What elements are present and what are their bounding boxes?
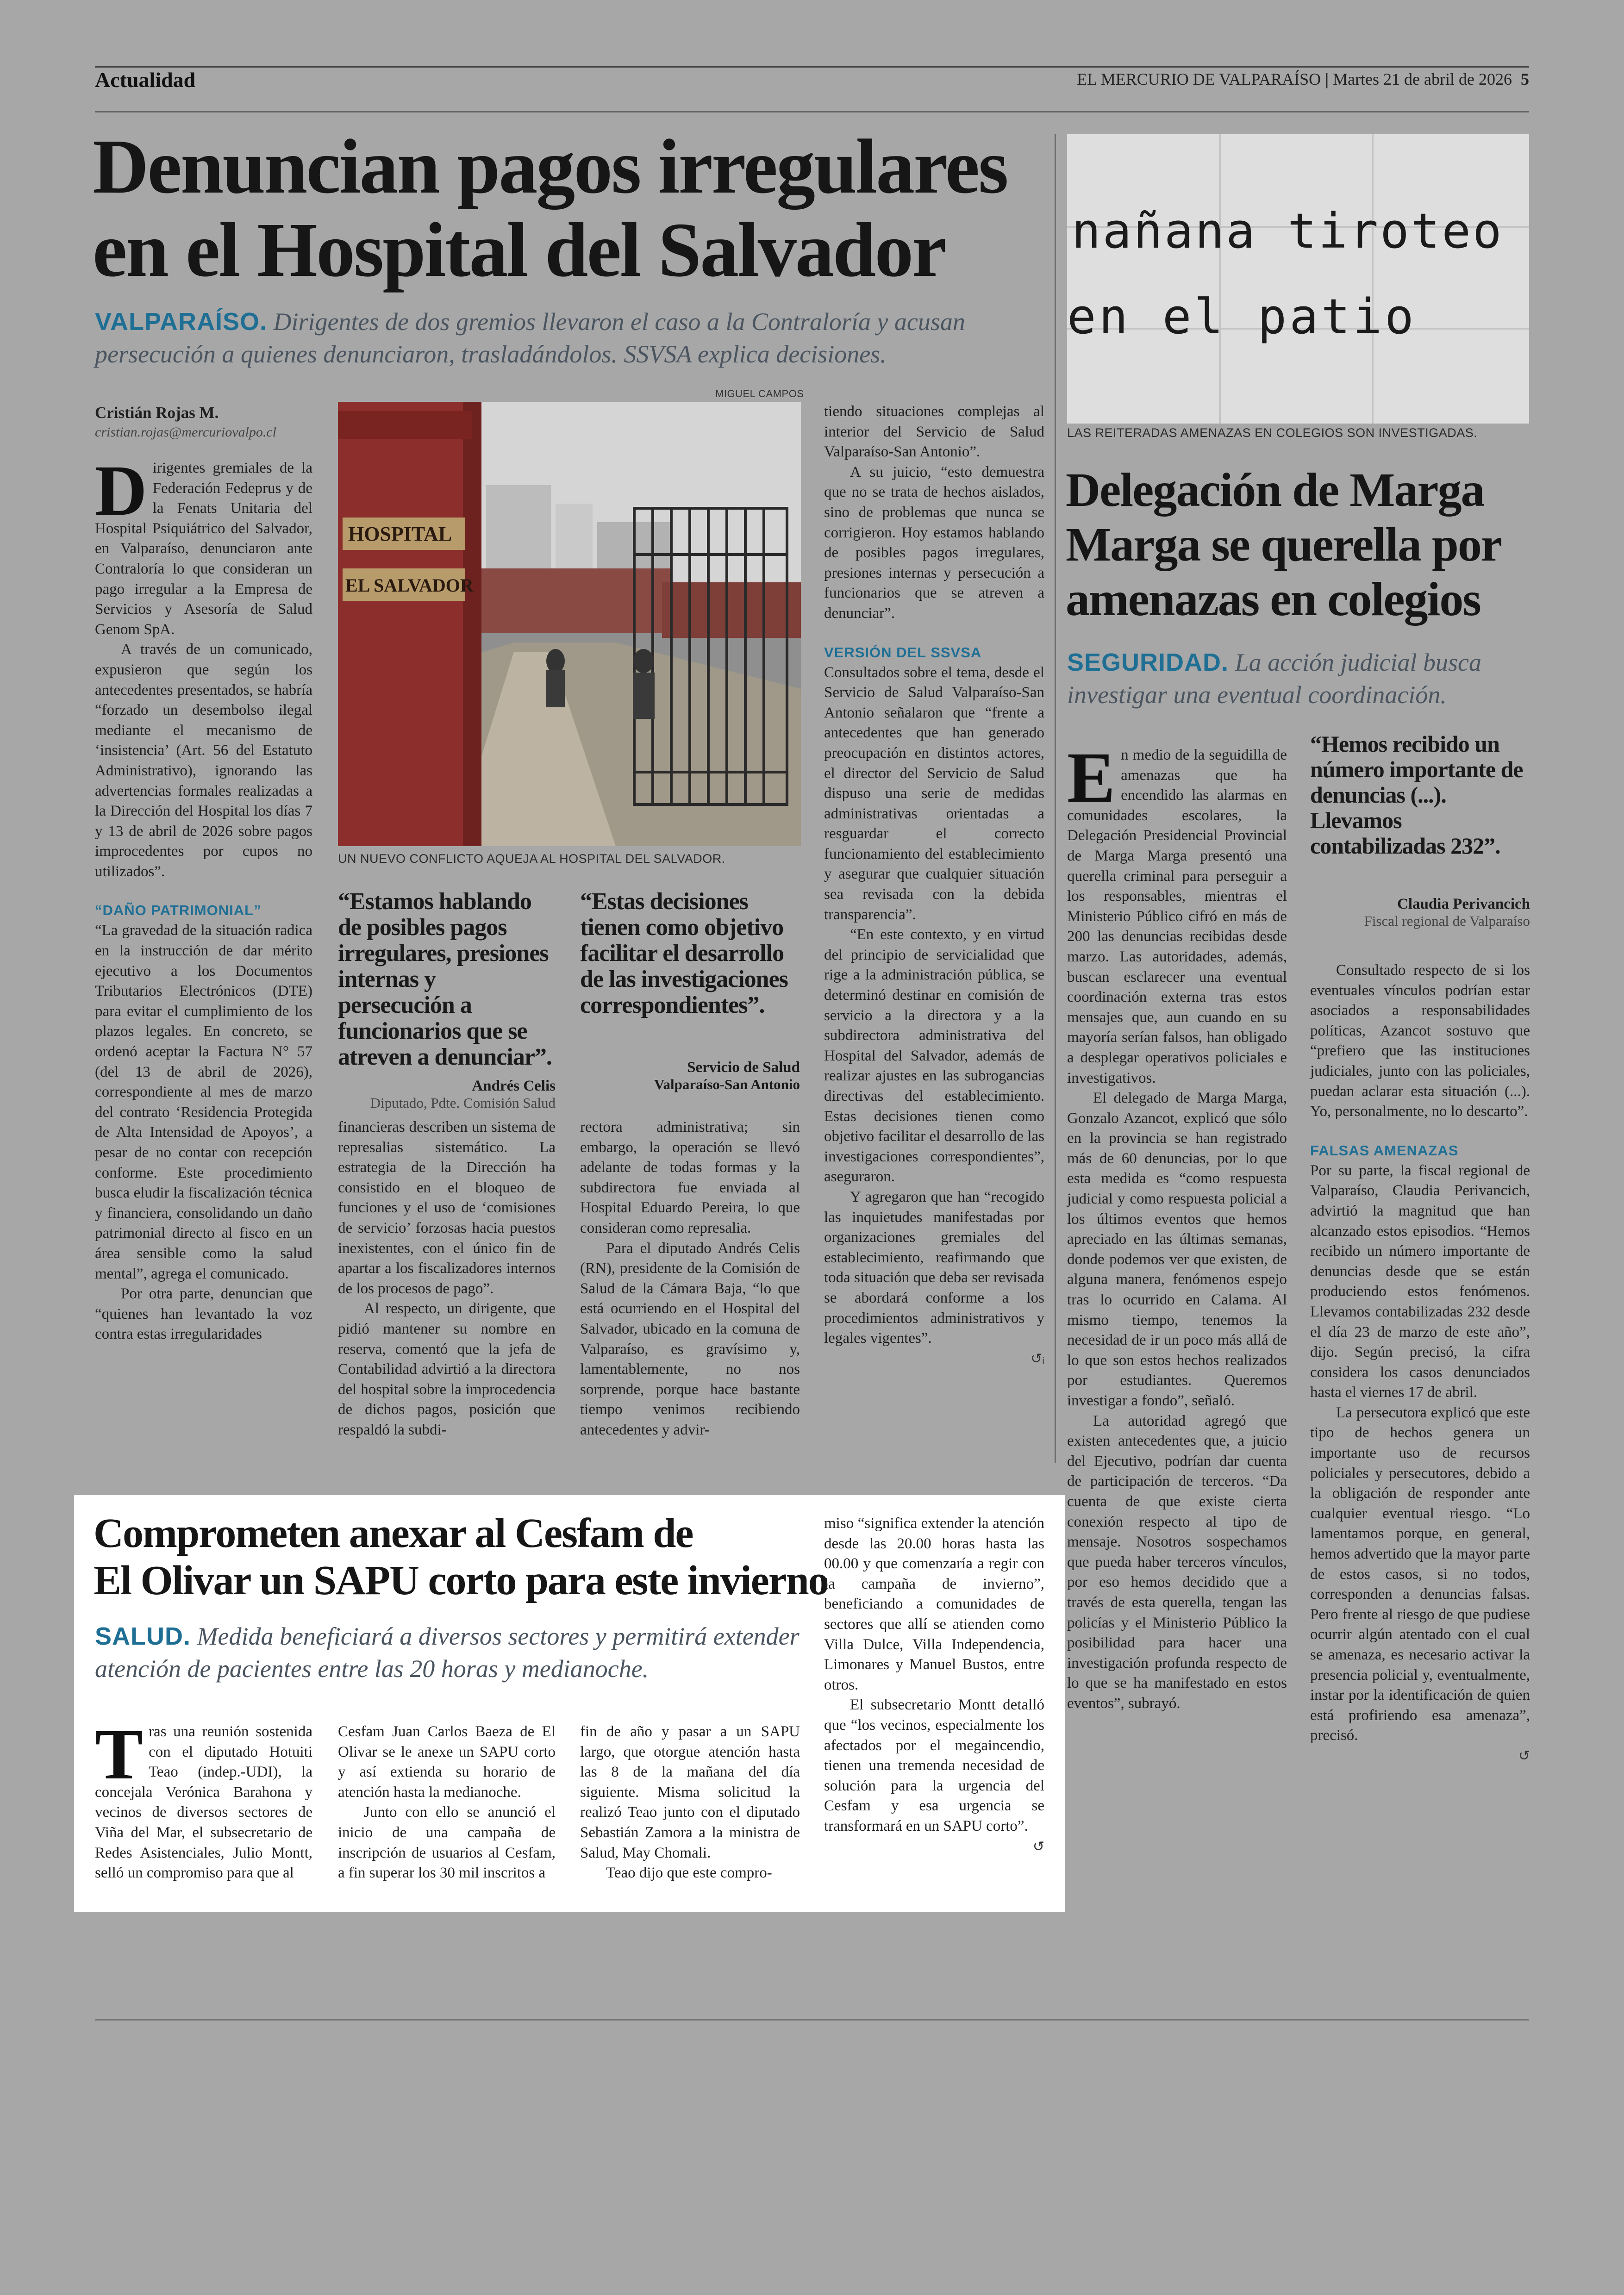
main-column-1 (95, 403, 312, 1345)
main-headline (93, 125, 1007, 292)
side-lead-tag: SEGURIDAD. (1067, 649, 1229, 676)
bottom-column-4 (824, 1514, 1044, 1857)
subhead-dano-patrimonial: “DAÑO PATRIMONIAL” (95, 902, 262, 919)
quote-text-1: “Estamos hablando de posibles pagos irregulares, presiones internas y persecución a funcionarios que se atreven a denunciar”. (338, 888, 552, 1070)
quote-text-2: “Estas decisiones tienen como objetivo facilitar el desarrollo de las investigaciones correspondientes”. (580, 888, 788, 1018)
bottom-headline (94, 1510, 828, 1604)
main-lead-tag: VALPARAÍSO. (95, 308, 268, 336)
quote-servicio-salud (580, 889, 800, 1093)
side-headline (1066, 463, 1501, 627)
end-of-article-icon: ↺ᵢ (1031, 1351, 1044, 1366)
bottom-headline-line2: El Olivar un SAPU corto para este invierno (94, 1558, 828, 1603)
quote-claudia-perivancich (1310, 731, 1530, 929)
header-bottom-rule (95, 111, 1529, 112)
side-paragraph-1: En medio de la seguidilla de amenazas que ha encendido las alarmas en comunidades escolares, la Delegación Presidencial Provincial de Marga Marga presentó una querella criminal para perseguir a los responsables, mientras el Ministerio Público cifró en más de 200 las denuncias recibidas desde marzo. Las autoridades, además, buscan esclarecer una eventual coordinación externa tras estos mensajes que, aun cuando en su mayoría serían falsos, han obligado a desplegar operativos policiales e investigativos. (1067, 737, 1287, 1086)
publication-name: EL MERCURIO DE VALPARAÍSO (1077, 70, 1321, 88)
bottom-lead-text: Medida beneficiará a diversos sectores y permitirá extender atención de pacientes entre las 20 horas y medianoche. (95, 1622, 800, 1683)
author-name: Cristián Rojas M. (95, 404, 219, 422)
bottom-col4-paragraph-2: El subsecretario Montt detalló que “los vecinos, especialmente los afectados por el megaincendio, tienen una tremenda necesidad de solución para la urgencia del Cesfam y esa urgencia se transformará en un SAPU corto”. (824, 1696, 1044, 1834)
issue-date: Martes 21 de abril de 2026 (1333, 70, 1512, 88)
bottom-drop-cap: T (95, 1714, 144, 1794)
side-lead (1067, 646, 1530, 711)
main-photo-caption: UN NUEVO CONFLICTO AQUEJA AL HOSPITAL DEL SALVADOR. (338, 852, 725, 866)
main-col4-paragraph-5: Y agregaron que han “recogido las inquietudes manifestadas por organizaciones gremiales del establecimiento, reafirmando que toda situación que deba ser revisada se abordará conforme a los procedimientos administrativos y legales vigentes”. (824, 1188, 1044, 1347)
bottom-col3-paragraph-1: fin de año y pasar a un SAPU largo, que otorgue atención hasta las 8 de la mañana del día siguiente. Misma solicitud la realizó Teao junto con el diputado Sebastián Zamora a la ministra de Salud, May Chomali. (580, 1723, 800, 1861)
side-quote-name: Claudia Perivancich (1397, 896, 1530, 912)
sign-hospital: HOSPITAL (348, 523, 452, 545)
column-divider (1055, 134, 1056, 1463)
section-label: Actualidad (95, 68, 196, 92)
threat-wall-photo (1067, 134, 1529, 424)
graffiti-line-1: nañana tiroteo (1072, 203, 1504, 259)
hospital-photo (338, 402, 801, 846)
subhead-version-ssvsa: VERSIÓN DEL SSVSA (824, 644, 982, 661)
main-col2-paragraph-2: Al respecto, un dirigente, que pidió mantener su nombre en reserva, comentó que la jefa de Contabilidad advirtió a la directora del hospital sobre la improcedencia de dichos pagos, posición que respaldó la subdi- (338, 1300, 556, 1438)
bottom-col3-paragraph-2: Teao dijo que este compro- (606, 1865, 772, 1882)
bottom-lead-tag: SALUD. (95, 1622, 191, 1650)
side-headline-line2: Marga se querella por (1066, 518, 1502, 571)
side-end-of-article-icon: ↺ (1518, 1748, 1530, 1764)
main-column-4 (824, 402, 1044, 1369)
side-column-2 (1310, 960, 1530, 1766)
author-email: cristian.rojas@mercuriovalpo.cl (95, 424, 277, 440)
quote-role-2: Valparaíso-San Antonio (654, 1076, 800, 1092)
side-photo-caption: LAS REITERADAS AMENAZAS EN COLEGIOS SON INVESTIGADAS. (1067, 426, 1478, 440)
side-col2-paragraph-3: La persecutora explicó que este tipo de hechos genera un importante uso de recursos policiales y persecutores, debido a la obligación de responder ante cualquier eventual riesgo. “Lo lamentamos porque, en general, hemos advertido que la mayor parte de estos casos, si no todos, corresponden a denuncias falsas. Pero frente al riesgo de que pudiese ocurrir algún atentado con el cual se amenaza, es necesario activar la presencia policial y, eventualmente, instar por la identificación de quien está profiriendo esa amenaza”, precisó. (1310, 1404, 1530, 1744)
subhead-falsas-amenazas: FALSAS AMENAZAS (1310, 1142, 1459, 1159)
main-col3-paragraph-2: Para el diputado Andrés Celis (RN), presidente de la Comisión de Salud de la Cámara Baja, “lo que está ocurriendo en el Hospital del Salvador, ubicado en la comuna de Valparaíso, es gravísimo y, lamentablemente, no nos sorprende, porque hace bastante tiempo venimos recibiendo antecedentes y advir- (580, 1240, 800, 1438)
main-paragraph-1: Dirigentes gremiales de la Federación Fedeprus y de la Fenats Unitaria del Hospital Psiquiátrico del Salvador, en Valparaíso, denunciaron ante Contraloría lo que consideran un pago irregular a la Empresa de Servicios y Asesoría de Salud Genom SpA. (95, 450, 312, 638)
header-top-rule (95, 66, 1529, 68)
main-col4-paragraph-1: tiendo situaciones complejas al interior del Servicio de Salud Valparaíso-San Antonio”. (824, 403, 1044, 461)
main-col4-paragraph-4: “En este contexto, y en virtud del principio de servicialidad que rige a la administración pública, se determinó destinar en comisión de servicio a la directora y a la subdirectora administrativa del Hospital del Salvador, además de realizar ajustes en las subrogancias directivas del establecimiento. Estas decisiones tienen como objetivo facilitar el desarrollo de las investigaciones correspondientes”, aseguraron. (824, 926, 1044, 1185)
drop-cap: D (95, 450, 147, 530)
main-headline-line1: Denuncian pagos irregulares (93, 124, 1007, 210)
bottom-headline-line1: Comprometen anexar al Cesfam de (94, 1510, 693, 1556)
main-column-2 (338, 1117, 556, 1441)
bottom-column-2 (338, 1722, 556, 1883)
side-paragraph-3: La autoridad agregó que existen antecedentes que, a juicio del Ejecutivo, podrían dar cuenta de participación de terceros. “Da cuenta de que existe cierta conexión respecto al tipo de mensaje. Nosotros sospechamos que pueda haber terceros vínculos, por eso hemos decidido que a través de esta querella, tengan las policías y el Ministerio Público la posibilidad para hacer una investigación profunda respecto de lo que se ha manifestado en estos eventos”, subrayó. (1067, 1412, 1287, 1712)
side-col2-paragraph-2: Por su parte, la fiscal regional de Valparaíso, Claudia Perivancich, advirtió la magnitud que han alcanzado estos episodios. “Hemos recibido un número importante de denuncias desde que se están produciendo estos fenómenos. Llevamos contabilizadas 232 desde el día 23 de marzo de este año”, dijo. Según precisó, la cifra considera los casos denunciados hasta el viernes 17 de abril. (1310, 1162, 1530, 1401)
bottom-paragraph-1: Tras una reunión sostenida con el diputado Hotuiti Teao (indep.-UDI), la concejala Verónica Barahona y vecinos de diversos sectores de Viña del Mar, el subsecretario de Redes Asistenciales, Julio Montt, selló un compromiso para que al (95, 1714, 312, 1882)
main-column-3 (580, 1117, 800, 1441)
sign-el-salvador: EL SALVADOR (345, 575, 474, 596)
bottom-col2-paragraph-2: Junto con ello se anunció el inicio de una campaña de inscripción de usuarios al Cesfam, a fin superar los 30 mil inscritos a (338, 1804, 556, 1882)
main-headline-line2: en el Hospital del Salvador (93, 207, 945, 293)
quote-name-1: Andrés Celis (472, 1078, 556, 1094)
bottom-end-of-article-icon: ↺ (1032, 1839, 1044, 1854)
side-headline-line1: Delegación de Marga (1066, 463, 1484, 517)
side-drop-cap: E (1067, 737, 1116, 817)
quote-role-1: Diputado, Pdte. Comisión Salud (370, 1095, 556, 1111)
side-quote-text: “Hemos recibido un número importante de denuncias (...). Llevamos contabilizadas 232”. (1310, 731, 1523, 859)
footer-rule (95, 2019, 1529, 2021)
side-headline-line3: amenazas en colegios (1066, 573, 1480, 626)
publication-date-line (1077, 69, 1529, 89)
side-column-1 (1067, 737, 1287, 1714)
main-col4-paragraph-2: A su juicio, “esto demuestra que no se trata de hechos aislados, sino de problemas que nunca se corrigieron. Hoy estamos hablando de posibles pagos irregulares, presiones internas y persecución a funcionarios que se atreven a denunciar”. (824, 463, 1044, 622)
main-paragraph-3: “La gravedad de la situación radica en la instrucción de dar mérito ejecutivo a los Documentos Tributarios Electrónicos (DTE) para evitar el cumplimiento de los plazos legales. En concreto, se ordenó aceptar la Factura N° 57 (del 13 de abril de 2026), correspondiente al mes de marzo del contrato ‘Residencia Protegida de Alta Intensidad de Apoyos’, a pesar de no contar con recepción conforme. Este procedimiento busca eludir la fiscalización técnica y financiera, consolidando un daño patrimonial directo al fisco en un área sensible como la salud mental”, agrega el comunicado. (95, 922, 312, 1282)
side-lead-text: La acción judicial busca investigar una eventual coordinación. (1067, 649, 1481, 709)
side-paragraph-2: El delegado de Marga Marga, Gonzalo Azancot, explicó que sólo en la provincia se han registrado más de 60 denuncias, por lo que esta medida es “como respuesta judicial y como respuesta policial a los últimos eventos que hemos apreciado en las últimas semanas, donde podemos ver que existen, de alguna manera, fenómenos espejo tras lo ocurrido en Calama. Al mismo tiempo, tenemos la necesidad de ir un poco más allá de lo que son estos hechos realizados por estudiantes. Queremos investigar a fondo”, señaló. (1067, 1090, 1287, 1409)
side-col2-paragraph-1: Consultado respecto de si los eventuales vínculos podrían estar asociados a responsabilidades políticas, Azancot sostuvo que “prefiero que las instituciones judiciales, junto con las policiales, puedan aclarar esta situación (...). Yo, personalmente, no lo descarto”. (1310, 962, 1530, 1120)
main-paragraph-4: Por otra parte, denuncian que “quienes han levantado la voz contra estas irregularidades (95, 1285, 312, 1343)
main-paragraph-2: A través de un comunicado, expusieron que según los antecedentes presentados, se habría “forzado un desembolso ilegal mediante el mecanismo de ‘insistencia’ (Art. 56 del Estatuto Administrativo), ignorando las advertencias formales realizadas a la Dirección del Hospital los días 7 y 13 de abril de 2026 sobre pagos improcedentes por cupos no utilizados”. (95, 641, 312, 880)
main-lead-text: Dirigentes de dos gremios llevaron el caso a la Contraloría y acusan persecución a quienes denunciaron, trasladándolos. SSVSA explica decisiones. (95, 308, 965, 368)
bottom-column-1 (95, 1714, 312, 1883)
bottom-column-3 (580, 1722, 800, 1883)
side-quote-role: Fiscal regional de Valparaíso (1364, 913, 1530, 929)
header-separator: | (1325, 70, 1333, 88)
photo-credit: MIGUEL CAMPOS (715, 388, 804, 399)
quote-name-2: Servicio de Salud (687, 1059, 800, 1076)
main-col3-paragraph-1: rectora administrativa; sin embargo, la operación se llevó adelante de todas formas y la subdirectora fue enviada al Hospital Eduardo Pereira, lo que consideran como represalia. (580, 1119, 800, 1236)
graffiti-line-2: en el patio (1067, 288, 1417, 345)
bottom-col2-paragraph-1: Cesfam Juan Carlos Baeza de El Olivar se le anexe un SAPU corto y así extienda su horario de atención hasta la medianoche. (338, 1723, 556, 1801)
main-col2-paragraph-1: financieras describen un sistema de represalias sistemático. La estrategia de la Dirección ha consistido en el bloqueo de funciones y el uso de ‘comisiones de servicio’ forzosas hacia puestos inexistentes, con el único fin de apartar a los fiscalizadores internos de los procesos de pago”. (338, 1119, 556, 1297)
main-lead (95, 306, 1049, 370)
main-col4-paragraph-3: Consultados sobre el tema, desde el Servicio de Salud Valparaíso-San Antonio señalaron que “frente a antecedentes que han generado preocupación en distintos actores, el director del Servicio de Salud dispuso una serie de medidas administrativas orientadas a resguardar el correcto funcionamiento del establecimiento y asegurar que cualquier situación sea revisada con la debida transparencia”. (824, 664, 1044, 923)
page-number: 5 (1521, 70, 1529, 88)
bottom-col4-paragraph-1: miso “significa extender la atención desde las 20.00 horas hasta las 00.00 y que comenzaría a regir con la campaña de invierno”, beneficiando a comunidades de sectores que allí se atienden como Villa Dulce, Villa Independencia, Limonares y Manuel Bustos, entre otros. (824, 1515, 1044, 1693)
bottom-lead (95, 1620, 817, 1685)
quote-andres-celis (338, 889, 556, 1111)
